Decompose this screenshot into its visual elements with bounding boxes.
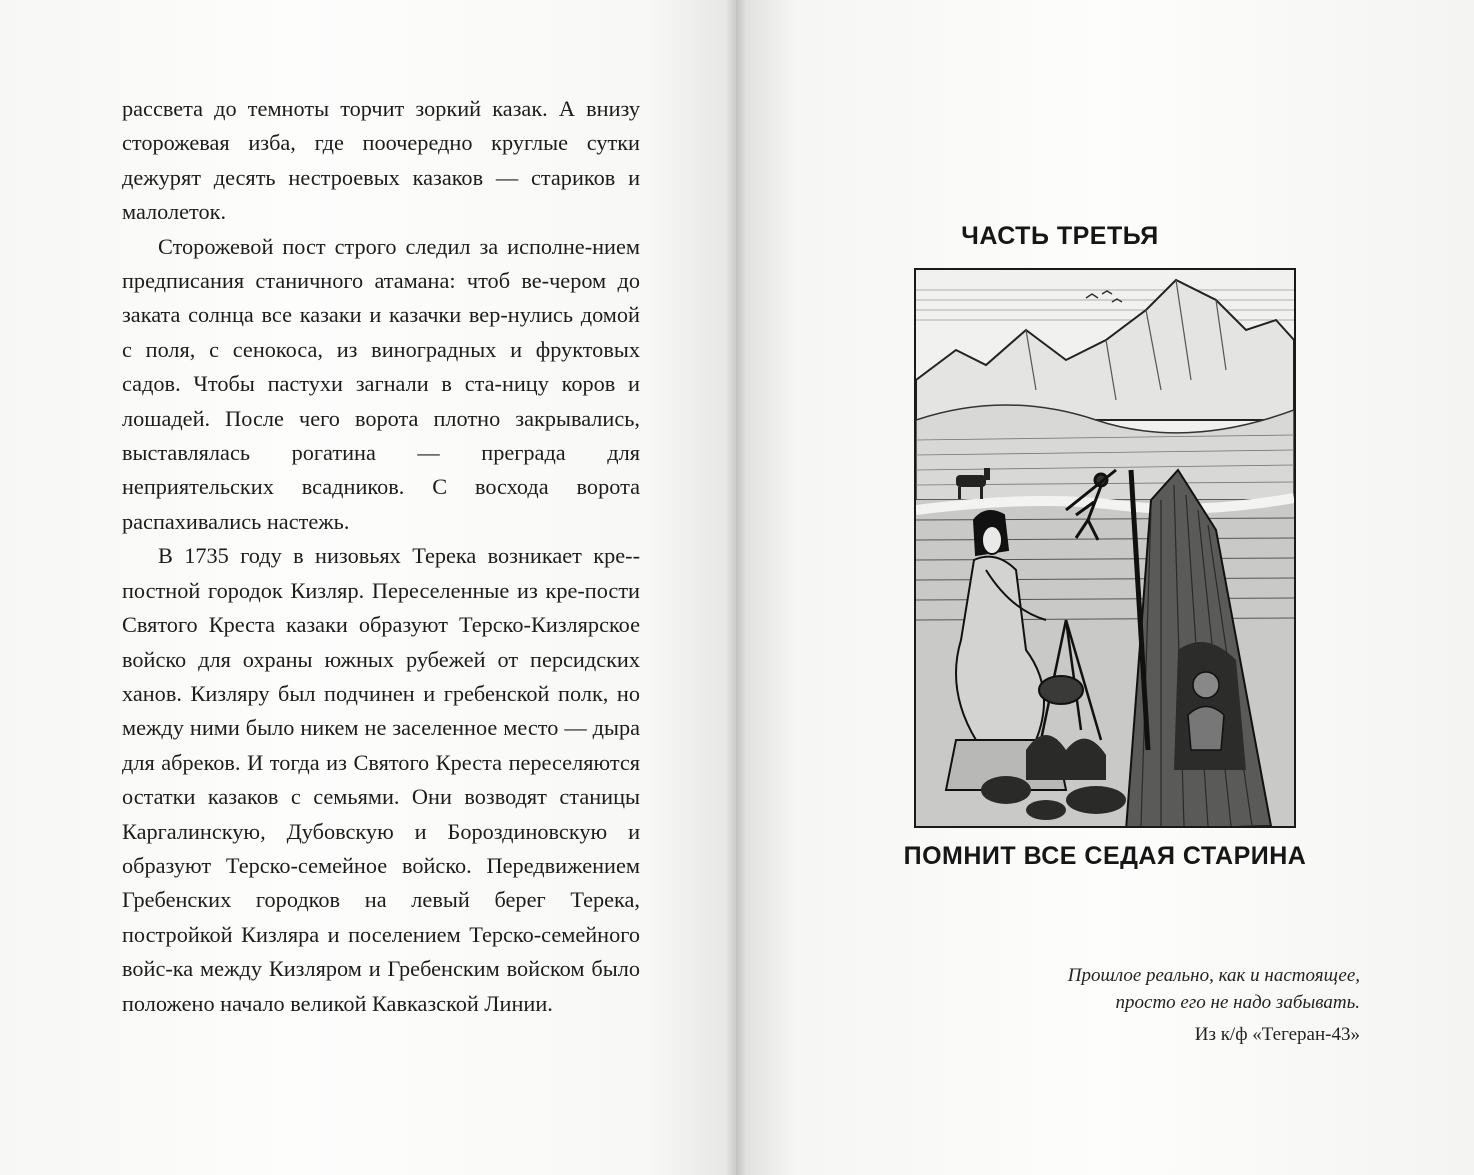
left-page-body-text — [122, 92, 640, 1021]
paragraph-3: В 1735 году в низовьях Терека возникает кре-постной городок Кизляр. Переселенные из кре-пости Святого Креста казаки образуют Терско-Кизлярское войско для охраны южных рубежей от персидских ханов. Кизляру был подчинен и гребенской полк, но между ними было никем не заселенное место — дыра для абреков. И тогда из Святого Креста переселяются остатки казаков с семьями. Они возводят станицы Каргалинскую, Дубовскую и Бороздиновскую и образуют Терско-семейное войско. Передвижением Гребенских городков на левый берег Терека, постройкой Кизляра и поселением Терско-семейного войс-ка между Кизляром и Гребенским войском было положено начало великой Кавказской Линии. — [122, 543, 640, 1016]
left-page — [0, 0, 734, 1175]
epigraph-source: Из к/ф «Тегеран-43» — [1194, 1024, 1360, 1045]
illustration-camp-scene — [916, 270, 1294, 826]
epigraph-line-1: Прошлое реально, как и настоящее, — [1067, 965, 1360, 986]
paragraph-2: Сторожевой пост строго следил за исполне-нием предписания станичного атамана: чтоб ве-чером до заката солнца все казаки и казачки вер-нулись домой с поля, с сенокоса, из виноградных и фруктовых садов. Чтобы пастухи загнали в ста-ницу коров и лошадей. После чего ворота плотно закрывались, выставлялась рогатина — преграда для неприятельских всадников. С восхода ворота распахивались настежь. — [122, 233, 640, 534]
epigraph — [1010, 962, 1360, 1048]
book-gutter — [726, 0, 746, 1175]
paragraph-1: рассвета до темноты торчит зоркий казак. А внизу сторожевая изба, где поочередно круглые сутки дежурят десять нестроевых казаков — стариков и малолеток. — [122, 96, 640, 225]
epigraph-line-2: просто его не надо забывать. — [1115, 992, 1360, 1013]
part-title: ЧАСТЬ ТРЕТЬЯ — [961, 222, 1159, 250]
section-title: ПОМНИТ ВСЕ СЕДАЯ СТАРИНА — [903, 842, 1307, 870]
illustration-frame — [914, 268, 1296, 828]
